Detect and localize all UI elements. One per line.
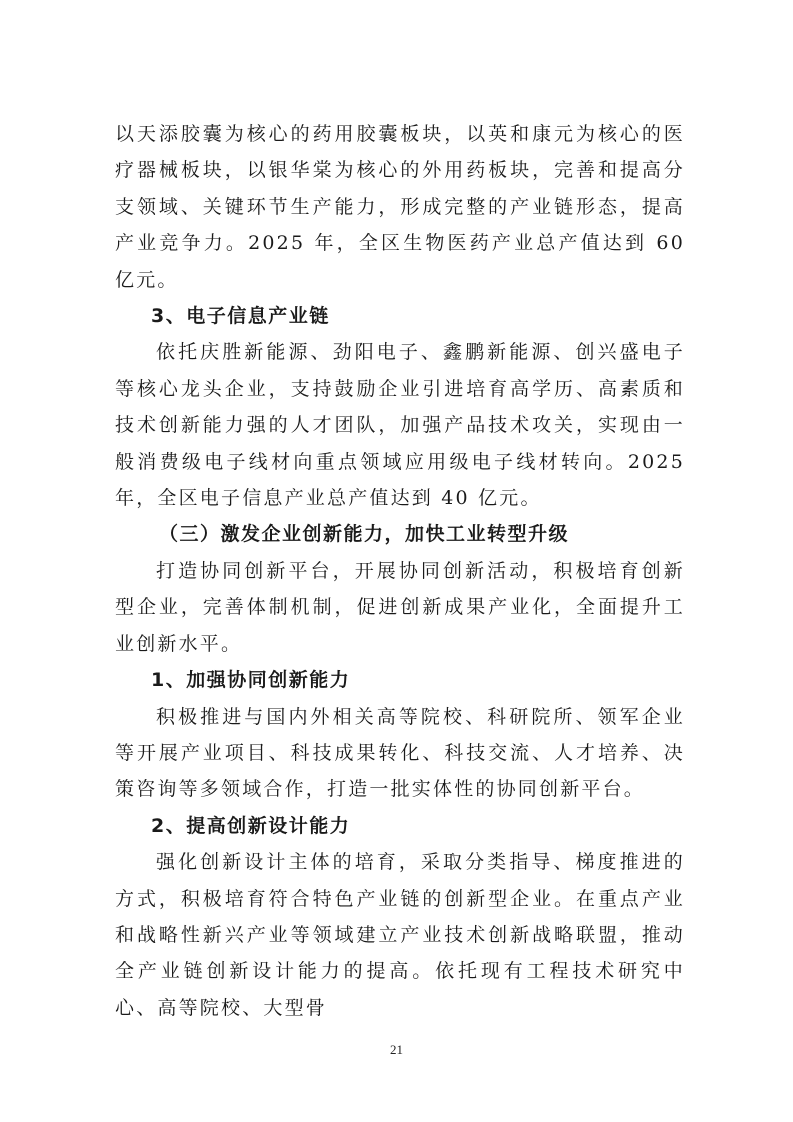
heading-collaborative-innovation: 1、加强协同创新能力 — [151, 669, 351, 692]
paragraph-collaborative-innovation: 积极推进与国内外相关高等院校、科研院所、领军企业等开展产业项目、科技成果转化、科技交流、人才培养、决策咨询等多领域合作，打造一批实体性的协同创新平台。 — [115, 705, 685, 801]
heading-design-capability: 2、提高创新设计能力 — [151, 814, 351, 837]
page-number: 21 — [390, 1042, 403, 1057]
document-body — [115, 116, 685, 1026]
heading-electronic-info-chain: 3、电子信息产业链 — [151, 305, 330, 328]
paragraph-biomedicine-continued: 以天添胶囊为核心的药用胶囊板块，以英和康元为核心的医疗器械板块，以银华棠为核心的外用药板块，完善和提高分支领域、关键环节生产能力，形成完整的产业链形态，提高产业竞争力。2025 年，全区生物医药产业总产值达到 60 亿元。 — [115, 123, 685, 291]
paragraph-innovation-intro: 打造协同创新平台，开展协同创新活动，积极培育创新型企业，完善体制机制，促进创新成果产业化，全面提升工业创新水平。 — [115, 559, 685, 655]
paragraph-design-capability: 强化创新设计主体的培育，采取分类指导、梯度推进的方式，积极培育符合特色产业链的创新型企业。在重点产业和战略性新兴产业等领域建立产业技术创新战略联盟，推动全产业链创新设计能力的提高。依托现有工程技术研究中心、高等院校、大型骨 — [115, 851, 685, 1019]
section-heading-innovation: （三）激发企业创新能力，加快工业转型升级 — [159, 523, 570, 546]
paragraph-electronic-info: 依托庆胜新能源、劲阳电子、鑫鹏新能源、创兴盛电子等核心龙头企业，支持鼓励企业引进培育高学历、高素质和技术创新能力强的人才团队，加强产品技术攻关，实现由一般消费级电子线材向重点领域应用级电子线材转向。2025 年，全区电子信息产业总产值达到 40 亿元。 — [115, 341, 685, 510]
